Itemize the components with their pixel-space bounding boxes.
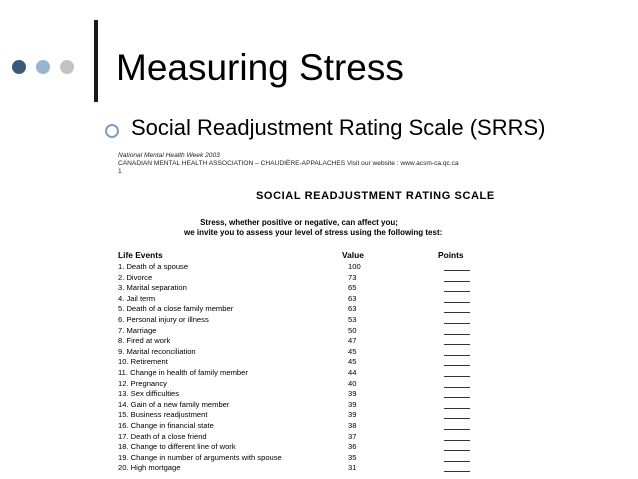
table-row xyxy=(118,368,518,379)
event-value: 35 xyxy=(348,452,357,462)
column-header-events: Life Events xyxy=(118,250,163,260)
table-row xyxy=(118,283,518,294)
event-value: 45 xyxy=(348,346,357,356)
life-event: 8. Fired at work xyxy=(118,336,171,346)
slide-title: Measuring Stress xyxy=(116,47,404,88)
event-value: 63 xyxy=(348,304,357,314)
points-blank-line xyxy=(444,323,470,324)
points-blank-line xyxy=(444,461,470,462)
table-row xyxy=(118,294,518,305)
points-blank-line xyxy=(444,376,470,377)
table-row xyxy=(118,304,518,315)
life-event: 15. Business readjustment xyxy=(118,410,208,420)
event-value: 53 xyxy=(348,315,357,324)
life-event: 18. Change to different line of work xyxy=(118,442,236,452)
event-value: 100 xyxy=(348,262,361,271)
table-row xyxy=(118,262,518,273)
bullet-ring-icon xyxy=(105,124,119,138)
points-blank-line xyxy=(444,355,470,356)
points-blank-line xyxy=(444,471,470,472)
dot-dark xyxy=(12,60,26,74)
event-value: 38 xyxy=(348,421,357,430)
life-event: 2. Divorce xyxy=(118,272,153,282)
table-row xyxy=(118,357,518,368)
life-event: 19. Change in number of arguments with spouse xyxy=(118,452,282,462)
event-value: 36 xyxy=(348,442,357,452)
column-header-value: Value xyxy=(342,250,364,260)
table-row xyxy=(118,336,518,347)
life-event: 14. Gain of a new family member xyxy=(118,399,230,409)
table-row xyxy=(118,326,518,337)
life-event: 1. Death of a spouse xyxy=(118,262,189,271)
points-blank-line xyxy=(444,408,470,409)
points-blank-line xyxy=(444,334,470,335)
points-blank-line xyxy=(444,281,470,282)
life-event: 5. Death of a close family member xyxy=(118,304,234,314)
table-row xyxy=(118,379,518,390)
table-row xyxy=(118,389,518,400)
event-value: 40 xyxy=(348,378,357,388)
points-blank-line xyxy=(444,440,470,441)
event-value: 44 xyxy=(348,368,357,377)
life-event: 20. High mortgage xyxy=(118,463,181,473)
table-row xyxy=(118,442,518,453)
life-event: 10. Retirement xyxy=(118,357,168,367)
doc-header-line: CANADIAN MENTAL HEALTH ASSOCIATION – CHAUDIÈRE-APPALACHES Visit our website : www.acsm-ca.qc.ca xyxy=(118,160,459,167)
points-blank-line xyxy=(444,397,470,398)
table-row xyxy=(118,315,518,326)
life-event: 12. Pregnancy xyxy=(118,378,167,388)
event-value: 39 xyxy=(348,399,357,409)
decorative-dots xyxy=(12,60,74,74)
life-event: 16. Change in financial state xyxy=(118,421,214,430)
life-event: 6. Personal injury or illness xyxy=(118,315,209,324)
points-blank-line xyxy=(444,291,470,292)
event-value: 47 xyxy=(348,336,357,346)
life-event: 3. Marital separation xyxy=(118,283,187,293)
points-blank-line xyxy=(444,450,470,451)
points-blank-line xyxy=(444,429,470,430)
dot-light xyxy=(36,60,50,74)
doc-header-line: 1 xyxy=(118,168,122,175)
points-blank-line xyxy=(444,312,470,313)
event-value: 31 xyxy=(348,463,357,473)
points-blank-line xyxy=(444,418,470,419)
doc-header-line: National Mental Health Week 2003 xyxy=(118,152,220,159)
event-value: 37 xyxy=(348,431,357,441)
event-value: 45 xyxy=(348,357,357,367)
life-event: 11. Change in health of family member xyxy=(118,368,248,377)
event-value: 63 xyxy=(348,293,357,303)
title-divider xyxy=(94,20,98,102)
table-row xyxy=(118,347,518,358)
document-title: SOCIAL READJUSTMENT RATING SCALE xyxy=(256,190,495,202)
points-blank-line xyxy=(444,270,470,271)
table-row xyxy=(118,463,518,474)
life-event: 13. Sex difficulties xyxy=(118,389,180,399)
event-value: 39 xyxy=(348,410,357,420)
life-event: 7. Marriage xyxy=(118,325,157,335)
table-row xyxy=(118,410,518,421)
table-row xyxy=(118,421,518,432)
event-value: 73 xyxy=(348,272,357,282)
points-blank-line xyxy=(444,365,470,366)
column-header-points: Points xyxy=(438,250,464,260)
event-value: 39 xyxy=(348,389,357,399)
points-blank-line xyxy=(444,387,470,388)
table-row xyxy=(118,273,518,284)
intro-line: we invite you to assess your level of stress using the following test: xyxy=(184,228,443,237)
dot-gray xyxy=(60,60,74,74)
table-row xyxy=(118,400,518,411)
table-row xyxy=(118,432,518,443)
life-event: 9. Marital reconciliation xyxy=(118,346,196,356)
slide-bullet-text: Social Readjustment Rating Scale (SRRS) xyxy=(131,115,546,140)
life-event: 4. Jail term xyxy=(118,293,156,303)
points-blank-line xyxy=(444,344,470,345)
event-value: 50 xyxy=(348,325,357,335)
intro-line: Stress, whether positive or negative, can affect you; xyxy=(200,218,398,227)
event-value: 65 xyxy=(348,283,357,293)
scanned-document xyxy=(112,148,522,474)
table-row xyxy=(118,453,518,464)
points-blank-line xyxy=(444,302,470,303)
life-event: 17. Death of a close friend xyxy=(118,431,207,441)
